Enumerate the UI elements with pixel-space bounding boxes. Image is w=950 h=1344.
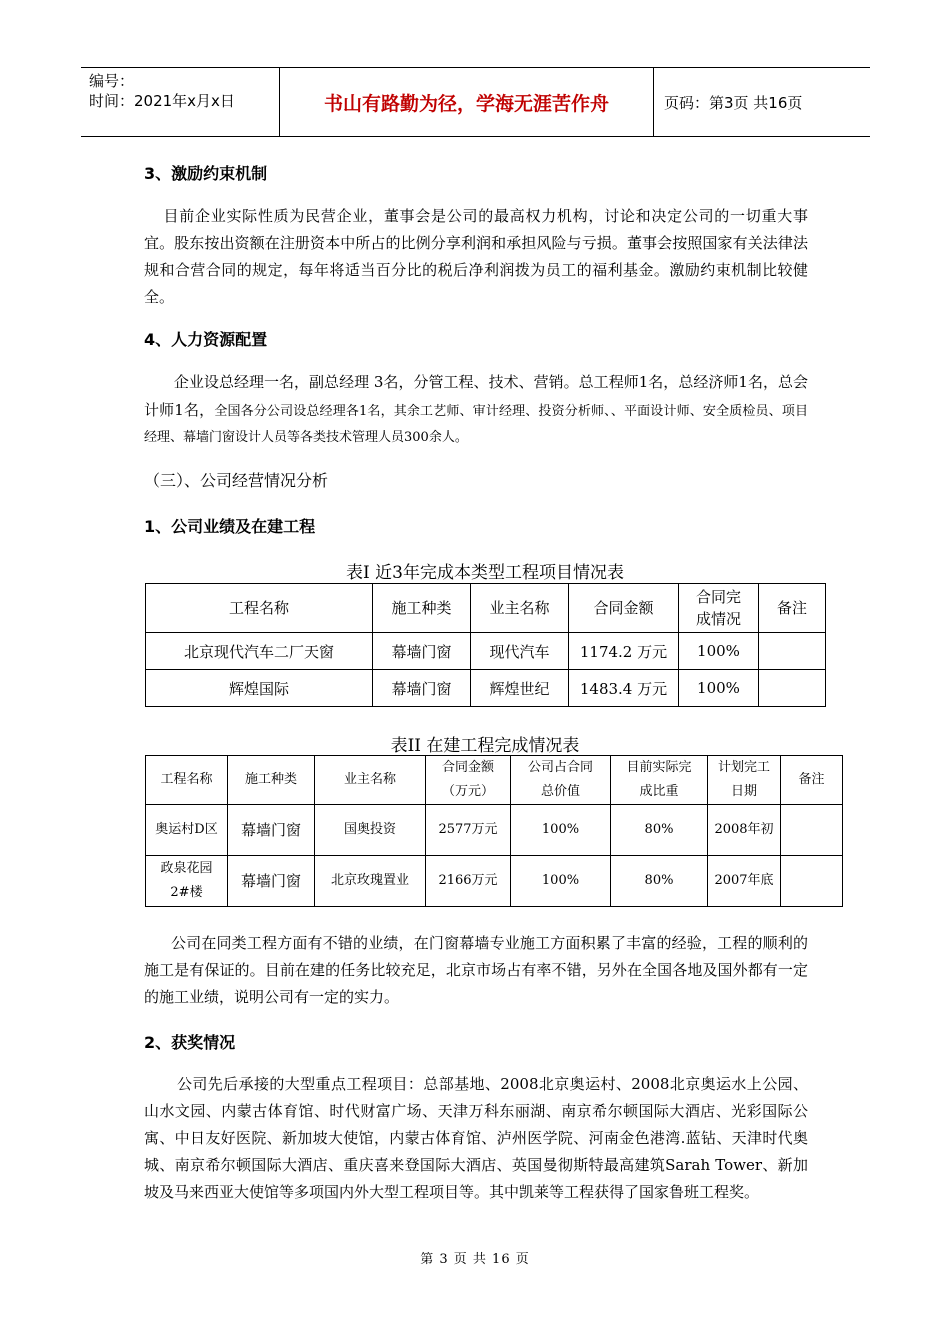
table-cell: 政泉花园2#楼 [146,856,228,907]
table-cell: 1483.4 万元 [569,670,679,707]
table-2-header-cell: 施工种类 [228,756,315,805]
table-1-header-row [146,584,826,633]
table-cell: 辉煌国际 [146,670,373,707]
table-cell [759,633,826,670]
table-2-header-cell: 工程名称 [146,756,228,805]
table-cell: 辉煌世纪 [471,670,569,707]
section-4-text-b: 全国各分公司设总经理各1名，其余工艺师、审计经理、投资分析师、、平面设计师、安全质检员、项目经理、幕墙门窗设计人员等各类技术管理人员300余人。 [144,404,808,445]
section-4-title: 4、人力资源配置 [144,330,268,349]
header-page-number: 页码：第3页 共16页 [664,93,803,112]
table-2-header-cell: 目前实际完成比重 [611,756,708,805]
table-cell: 100% [511,856,611,907]
page-footer: 第 3 页 共 16 页 [420,1252,530,1267]
section-1-title: 1、公司业绩及在建工程 [144,517,316,536]
table-1-header-cell: 工程名称 [146,584,373,633]
table-2-header-cell: 合同金额（万元） [426,756,511,805]
table-1-header-cell: 合同金额 [569,584,679,633]
table-2-header-cell: 公司占合同总价值 [511,756,611,805]
table-2 [145,755,843,907]
table-row [146,633,826,670]
table-cell: 北京玫瑰置业 [315,856,426,907]
performance-summary-text: 公司在同类工程方面有不错的业绩，在门窗幕墙专业施工方面积累了丰富的经验，工程的顺利的施工是有保证的。目前在建的任务比较充足，北京市场占有率不错，另外在全国各地及国外都有一定的施工业绩，说明公司有一定的实力。 [144,934,808,1006]
table-cell: 100% [511,805,611,856]
table-cell [781,805,843,856]
header-motto: 书山有路勤为径，学海无涯苦作舟 [280,68,654,136]
page-header [81,67,870,137]
table-cell [781,856,843,907]
table-cell: 幕墙门窗 [228,856,315,907]
table-cell: 2166万元 [426,856,511,907]
table-cell: 100% [679,633,759,670]
part-3-title: （三）、公司经营情况分析 [144,471,329,490]
section-4-text [144,369,808,451]
date-label: 时间：2021年x月x日 [89,92,235,110]
table-cell: 现代汽车 [471,633,569,670]
header-info [81,68,280,136]
table-row [146,805,843,856]
table-cell: 奥运村D区 [146,805,228,856]
table-cell: 80% [611,856,708,907]
table-1-header-cell: 合同完成情况 [679,584,759,633]
table-cell: 1174.2 万元 [569,633,679,670]
table-cell: 2577万元 [426,805,511,856]
table-1-caption: 表I 近3年完成本类型工程项目情况表 [346,563,624,583]
table-cell: 幕墙门窗 [373,633,471,670]
number-label: 编号： [89,72,135,90]
table-cell: 北京现代汽车二厂天窗 [146,633,373,670]
table-1-header-cell: 备注 [759,584,826,633]
section-3-title: 3、激励约束机制 [144,164,268,183]
table-row [146,856,843,907]
table-2-header-cell: 业主名称 [315,756,426,805]
section-2-title: 2、获奖情况 [144,1033,236,1052]
table-cell: 2008年初 [708,805,781,856]
table-cell: 100% [679,670,759,707]
table-cell [759,670,826,707]
table-2-caption: 表II 在建工程完成情况表 [390,736,580,756]
section-4-text-a: 企业设总经理一名，副总经理 3名，分管工程、技术、营销。总工程师1名，总经济师1名，总会计师1名， [144,373,808,419]
table-1-header-cell: 业主名称 [471,584,569,633]
table-cell: 80% [611,805,708,856]
table-2-header-cell: 计划完工日期 [708,756,781,805]
table-row [146,670,826,707]
table-cell: 2007年底 [708,856,781,907]
section-3-text: 目前企业实际性质为民营企业，董事会是公司的最高权力机构，讨论和决定公司的一切重大事宜。股东按出资额在注册资本中所占的比例分享利润和承担风险与亏损。董事会按照国家有关法律法规和合营合同的规定，每年将适当百分比的税后净利润拨为员工的福利基金。激励约束机制比较健全。 [144,207,808,306]
table-cell: 幕墙门窗 [373,670,471,707]
table-cell: 国奥投资 [315,805,426,856]
table-2-header-cell: 备注 [781,756,843,805]
table-1 [145,583,826,707]
table-2-header-row [146,756,843,805]
table-1-header-cell: 施工种类 [373,584,471,633]
table-cell: 幕墙门窗 [228,805,315,856]
section-2-text: 公司先后承接的大型重点工程项目：总部基地、2008北京奥运村、2008北京奥运水上公园、山水文园、内蒙古体育馆、时代财富广场、天津万科东丽湖、南京希尔顿国际大酒店、光彩国际公寓、中日友好医院、新加坡大使馆，内蒙古体育馆、泸州医学院、河南金色港湾.蓝钻、天津时代奥城、南京希尔顿国际大酒店、重庆喜来登国际大酒店、英国曼彻斯特最高建筑Sarah Tower、新加坡及马来西亚大使馆等多项国内外大型工程项目等。其中凯莱等工程获得了国家鲁班工程奖。 [144,1075,808,1201]
